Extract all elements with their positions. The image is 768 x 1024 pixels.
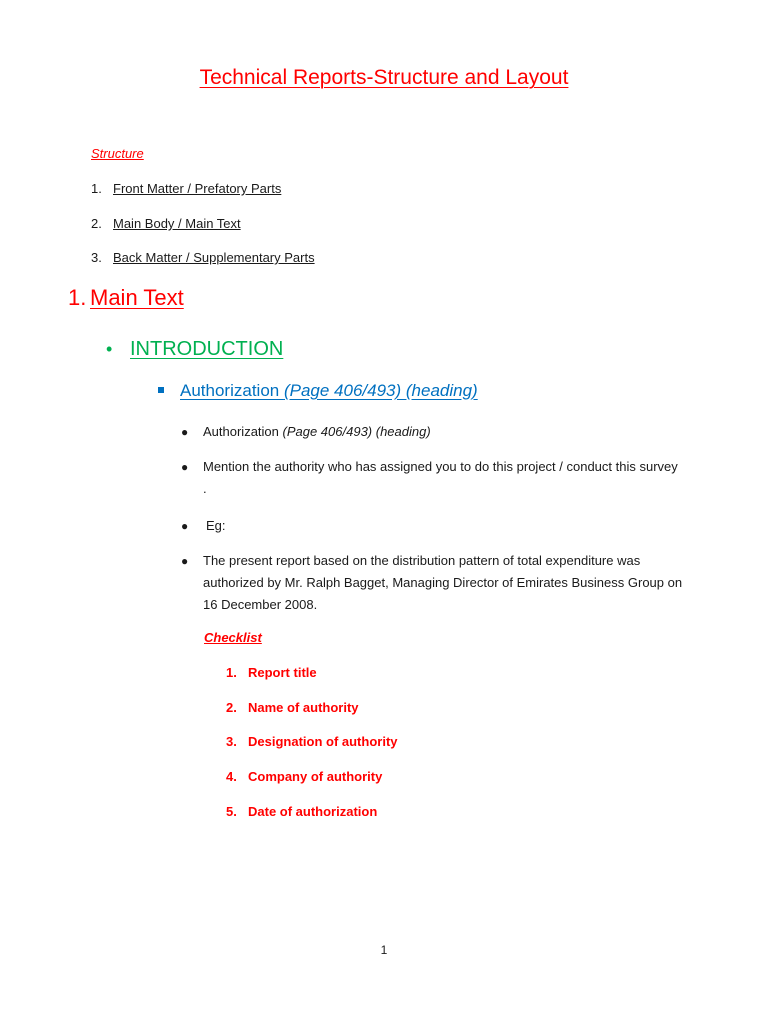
page-number: 1 [380,943,388,957]
bullet-icon: ● [181,425,189,439]
checklist-item: 4. Company of authority [226,769,383,784]
list-item: ● Eg: [181,515,226,537]
bullet-icon: ● [181,554,189,568]
checklist-label: Checklist [204,630,262,645]
list-item: ● The present report based on the distribution pattern of total expenditure was authorized by Mr. Ralph Bagget, Managing Director of Emirates Business Group on 16 December 2008. [181,550,683,616]
list-item: ● Authorization (Page 406/493) (heading) [181,421,431,443]
structure-item: 1. Front Matter / Prefatory Parts [91,181,282,196]
authorization-heading: Authorization (Page 406/493) (heading) [158,379,478,403]
square-bullet-icon [158,387,164,393]
structure-label: Structure [91,146,144,161]
checklist-item: 1. Report title [226,665,317,680]
structure-item: 3. Back Matter / Supplementary Parts [91,250,315,265]
bullet-icon: • [106,339,113,359]
main-text-heading: 1. Main Text [68,285,184,310]
bullet-icon: ● [181,460,189,474]
document-title: Technical Reports-Structure and Layout [199,66,569,89]
checklist-item: 5. Date of authorization [226,804,378,819]
list-item: ● Mention the authority who has assigned you to do this project / conduct this survey . [181,456,683,500]
structure-item: 2. Main Body / Main Text [91,216,241,231]
bullet-icon: ● [181,519,189,533]
checklist-item: 2. Name of authority [226,700,359,715]
checklist-item: 3. Designation of authority [226,734,398,749]
introduction-heading: • INTRODUCTION [106,335,283,363]
